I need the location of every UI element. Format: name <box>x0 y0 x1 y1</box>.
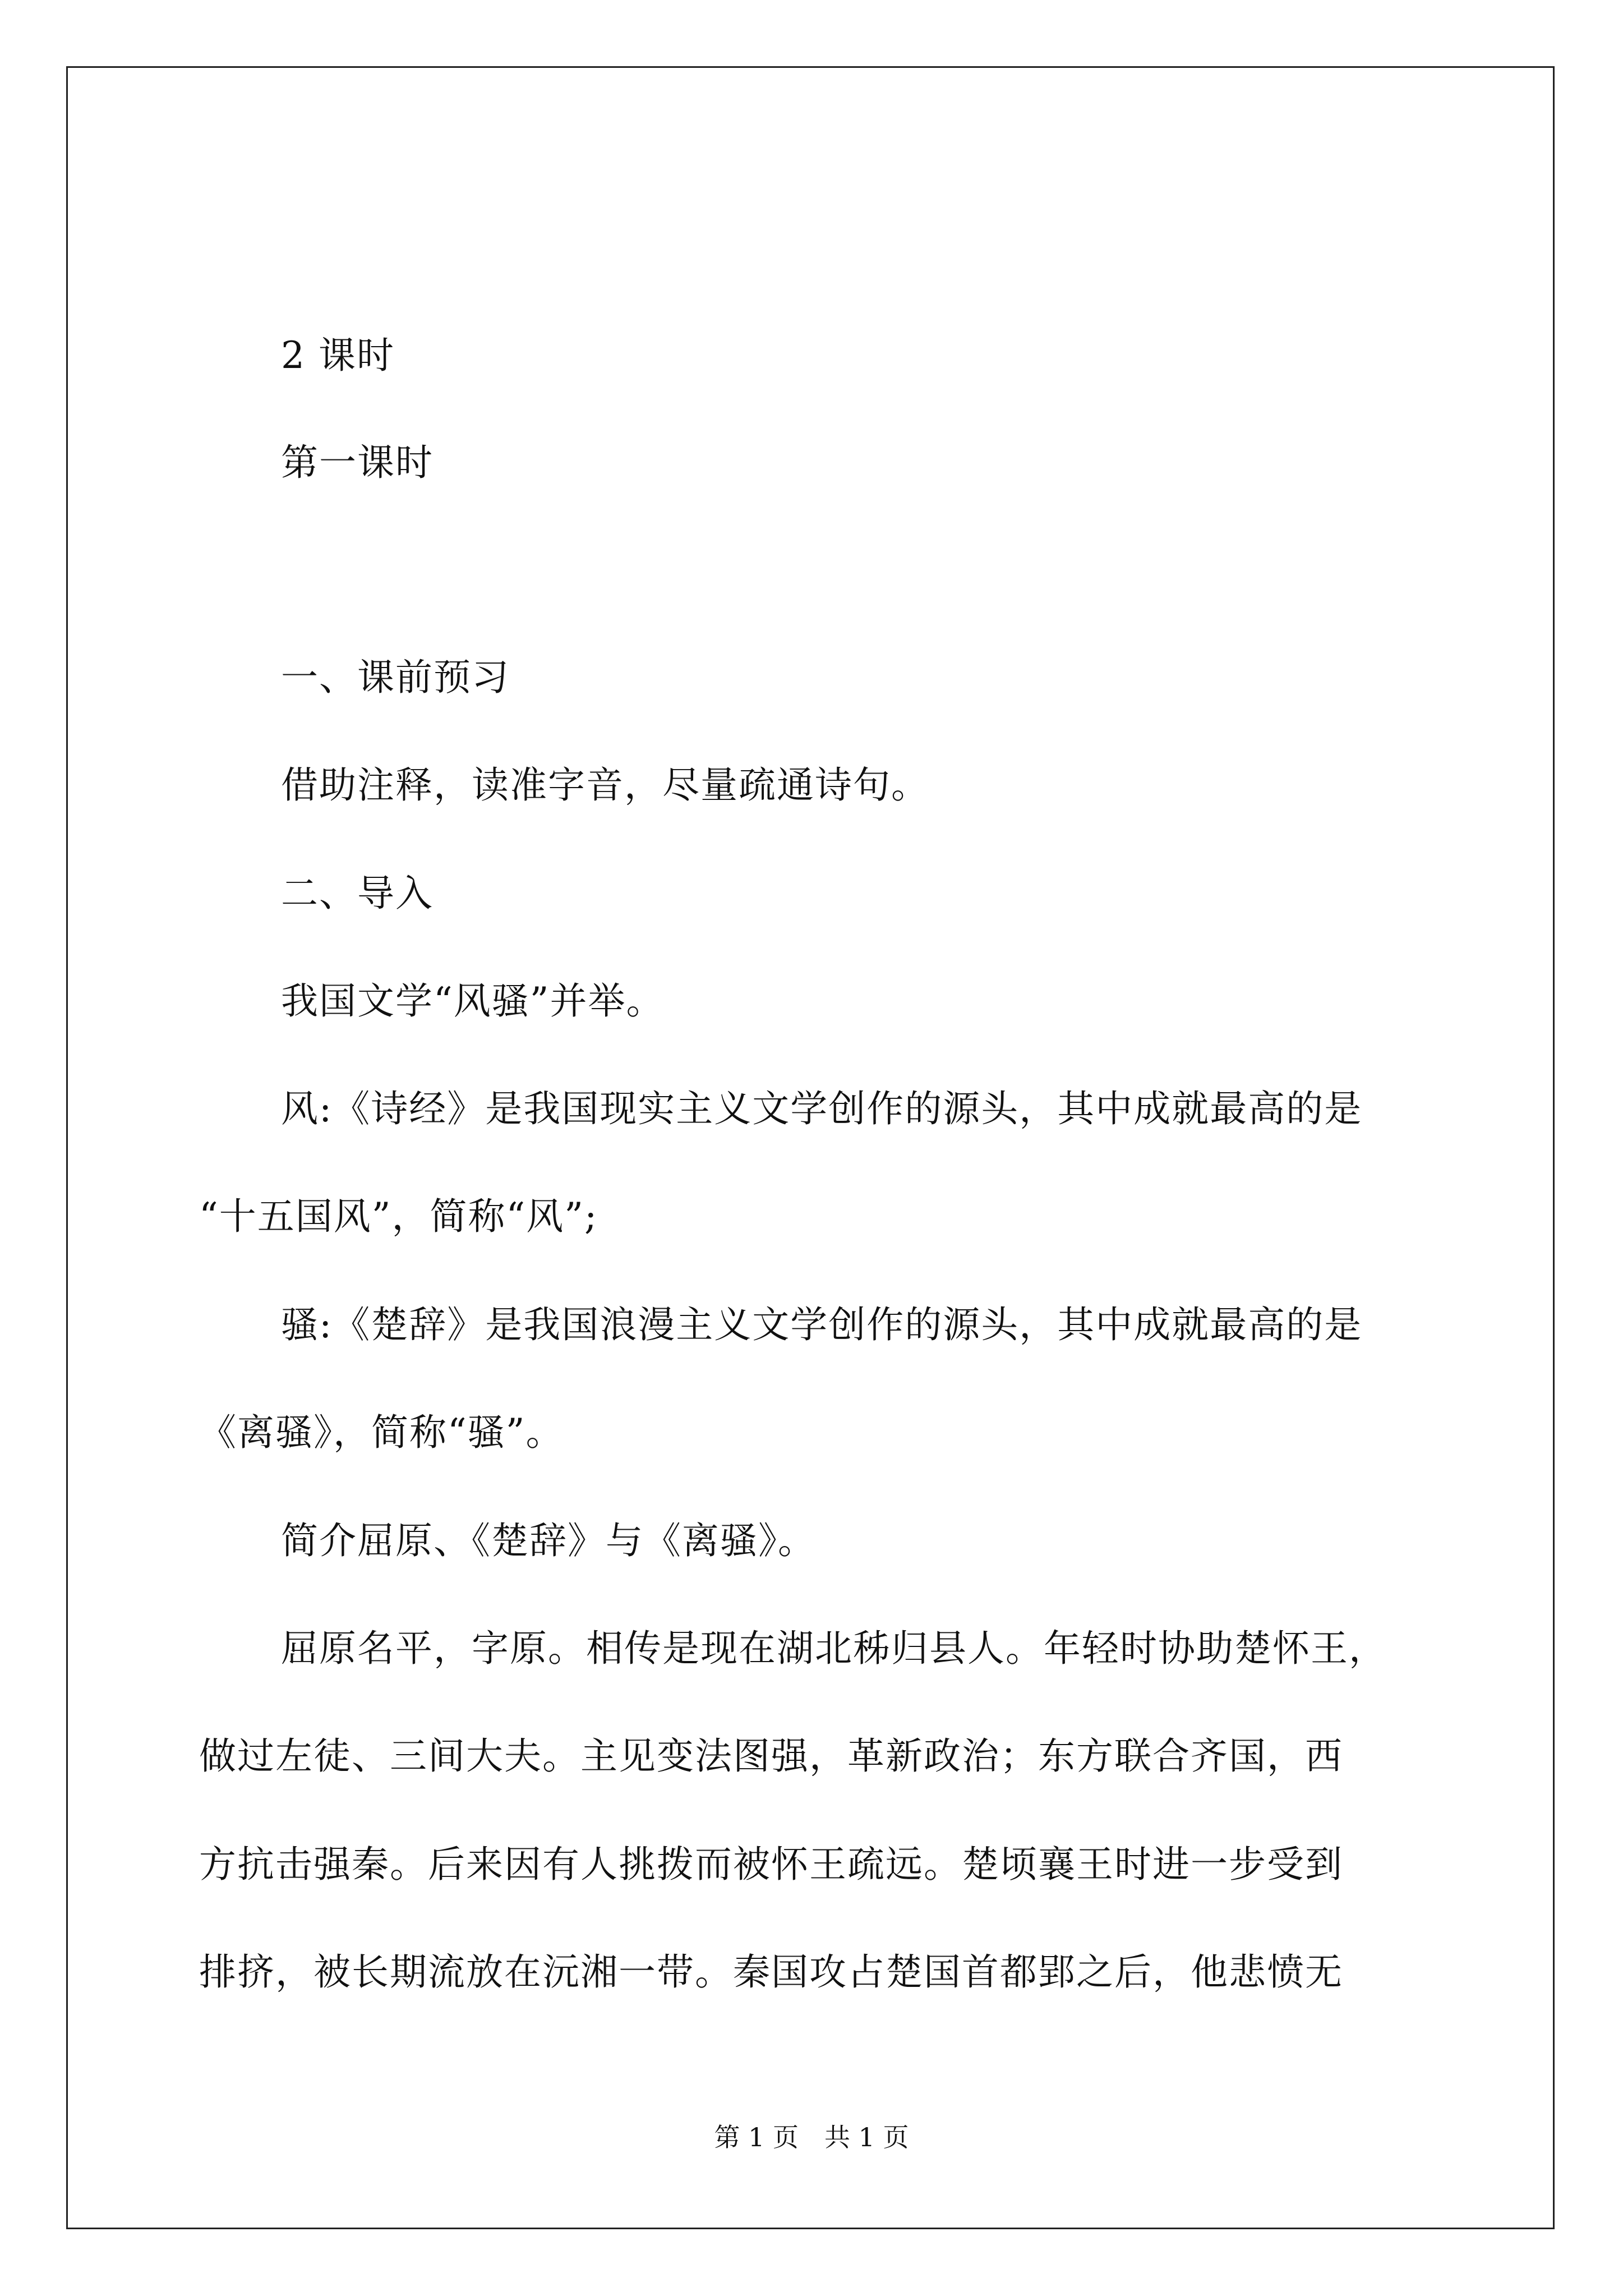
paragraph: 简介屈原、《楚辞》与《离骚》。 <box>281 1519 816 1562</box>
page-number: 第 1 页 共 1 页 <box>714 2122 909 2152</box>
paragraph-continuation: 《离骚》，简称“骚”。 <box>199 1411 564 1454</box>
paragraph: 借助注释，读准字音，尽量疏通诗句。 <box>281 763 929 807</box>
section-heading-intro: 二、导入 <box>281 872 434 915</box>
paragraph-continuation: 做过左徒、三间大夫。主见变法图强，革新政治；东方联合齐国，西 <box>199 1734 1343 1778</box>
paragraph-continuation: 方抗击强秦。后来因有人挑拨而被怀王疏远。楚顷襄王时进一步受到 <box>199 1843 1343 1886</box>
section-heading-first-lesson: 第一课时 <box>281 441 434 484</box>
paragraph: 骚:《楚辞》是我国浪漫主义文学创作的源头，其中成就最高的是 <box>281 1303 1363 1346</box>
paragraph: 我国文学“风骚”并举。 <box>281 979 665 1023</box>
paragraph-continuation: “十五国风”，简称“风”; <box>199 1195 598 1238</box>
lesson-duration: 2 课时 <box>281 334 395 377</box>
section-heading-preview: 一、课前预习 <box>281 656 510 699</box>
page-border <box>66 66 1555 2229</box>
paragraph: 风:《诗经》是我国现实主义文学创作的源头，其中成就最高的是 <box>281 1087 1363 1130</box>
paragraph-continuation: 排挤，被长期流放在沅湘一带。秦国攻占楚国首都郢之后，他悲愤无 <box>199 1950 1343 1994</box>
paragraph: 屈原名平，字原。相传是现在湖北秭归县人。年轻时协助楚怀王， <box>281 1627 1387 1670</box>
